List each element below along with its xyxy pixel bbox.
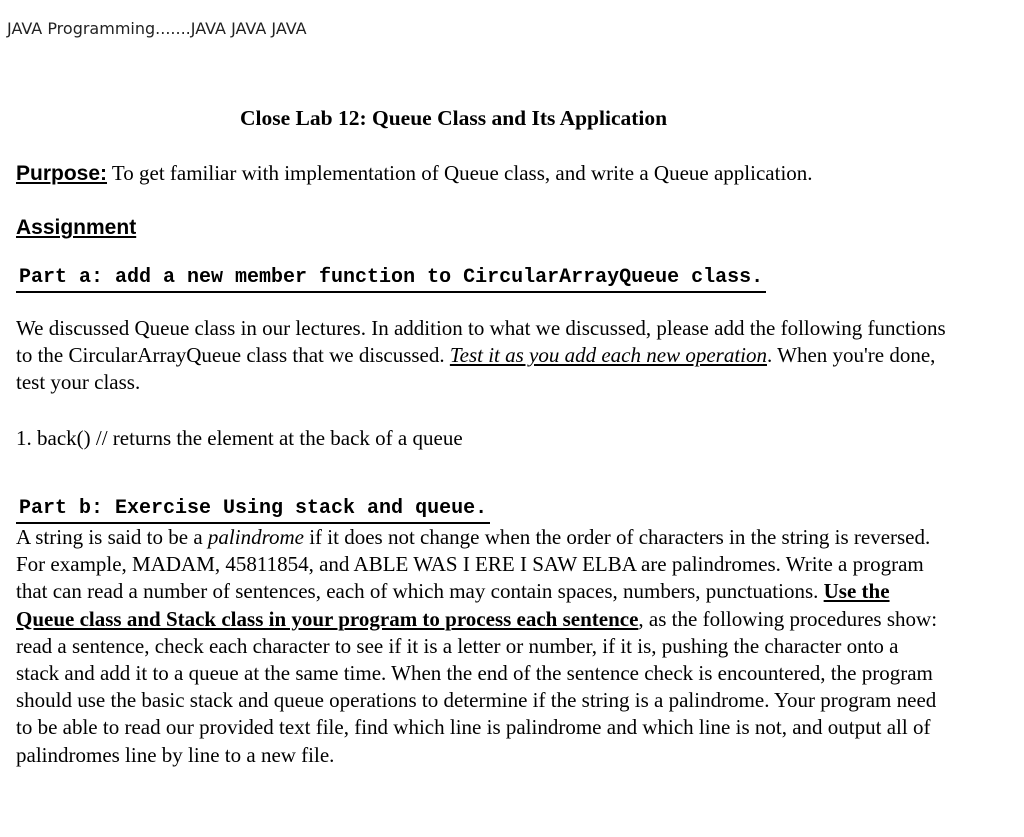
part-b-text-2: if it does not change when the order of characters in the string is reversed. For example, MADAM, 45811854, and ABLE WAS I ERE I SAW ELBA are palindromes. Write a program that can read a number of sentences, each of which may contain spaces, numbers, punctuations. xyxy=(16,525,931,604)
purpose-label: Purpose: xyxy=(16,162,108,185)
part-a-text-end: . When you're done, test your class. xyxy=(16,343,936,395)
purpose-line xyxy=(16,161,813,186)
part-b-bold-instruction: Use the Queue class and Stack class in your program to process each sentence xyxy=(16,579,890,631)
page-header-title: JAVA Programming.......JAVA JAVA JAVA xyxy=(7,19,307,38)
part-a-emphasis: Test it as you add each new operation xyxy=(449,343,767,368)
part-b-text-1: A string is said to be a xyxy=(16,525,208,549)
part-b-paragraph xyxy=(16,524,946,769)
document-title: Close Lab 12: Queue Class and Its Application xyxy=(240,106,668,130)
purpose-text: To get familiar with implementation of Queue class, and write a Queue application. xyxy=(107,161,813,185)
part-a-heading: Part a: add a new member function to CircularArrayQueue class. xyxy=(16,266,766,293)
part-a-text: We discussed Queue class in our lectures. In addition to what we discussed, please add the following functions to the CircularArrayQueue class that we discussed. xyxy=(16,316,946,368)
assignment-heading: Assignment xyxy=(16,216,137,239)
part-b-heading: Part b: Exercise Using stack and queue. xyxy=(16,497,490,524)
part-a-paragraph xyxy=(16,315,946,397)
part-a-item-1: 1. back() // returns the element at the back of a queue xyxy=(16,426,463,450)
part-b-emphasis: palindrome xyxy=(207,525,304,549)
part-b-text-3: , as the following procedures show: read a sentence, check each character to see if it is a letter or number, if it is, pushing the character onto a stack and add it to a queue at the same time. When the end of the sentence check is encountered, the program should use the basic stack and queue operations to determine if the string is a palindrome. Your program need to be able to read our provided text file, find which line is palindrome and which line is not, and output all of palindromes line by line to a new file. xyxy=(16,606,938,767)
